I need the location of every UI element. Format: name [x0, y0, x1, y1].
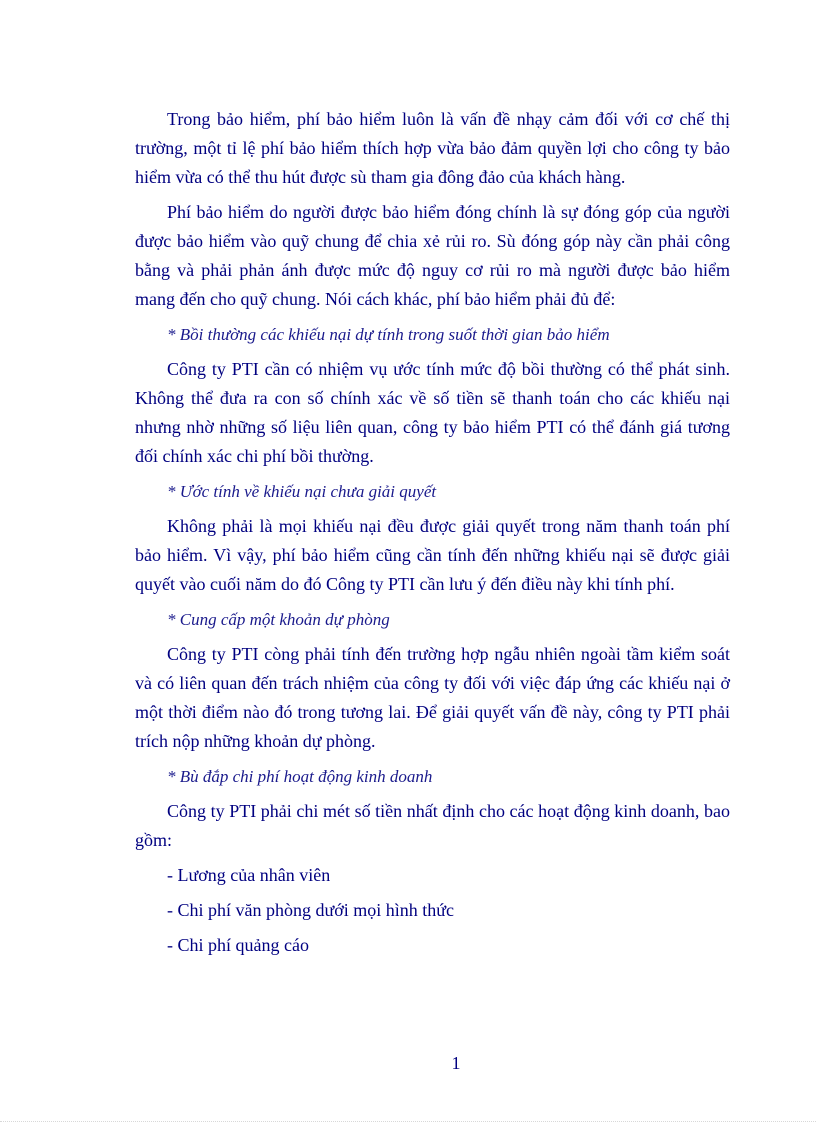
list-item-advertising: - Chi phí quảng cáo [167, 935, 309, 955]
footer-divider [0, 1121, 816, 1122]
document-body [135, 105, 730, 966]
heading-unresolved-claims: * Ước tính về khiếu nại chưa giải quyết [167, 482, 437, 501]
list-item-office-costs: - Chi phí văn phòng dưới mọi hình thức [167, 900, 455, 920]
heading-operating-costs: * Bù đắp chi phí hoạt động kinh doanh [167, 767, 433, 786]
paragraph-unresolved-claims: Không phải là mọi khiếu nại đều được giải quyết trong năm thanh toán phí bảo hiểm. Vì vậy, phí bảo hiểm cũng cần tính đến những khiếu nại sẽ được giải quyết vào cuối năm do đó Công ty PTI cần lưu ý đến điều này khi tính phí. [135, 516, 730, 594]
heading-reserve: * Cung cấp một khoản dự phòng [167, 610, 390, 629]
page-number: 1 [451, 1053, 461, 1073]
heading-claims-compensation: * Bồi thường các khiếu nại dự tính trong suốt thời gian bảo hiểm [167, 325, 610, 344]
paragraph-premium-definition: Phí bảo hiểm do người được bảo hiểm đóng chính là sự đóng góp của người được bảo hiểm vào quỹ chung để chia xẻ rủi ro. Sù đóng góp này cần phải công bằng và phải phản ánh được mức độ nguy cơ rủi ro mà người được bảo hiểm mang đến cho quỹ chung. Nói cách khác, phí bảo hiểm phải đủ để: [135, 202, 730, 309]
paragraph-operating-costs: Công ty PTI phải chi mét số tiền nhất định cho các hoạt động kinh doanh, bao gồm: [135, 801, 730, 850]
paragraph-reserve: Công ty PTI còng phải tính đến trường hợp ngẫu nhiên ngoài tầm kiểm soát và có liên quan đến trách nhiệm của công ty đối với việc đáp ứng các khiếu nại ở một thời điểm nào đó trong tương lai. Để giải quyết vấn đề này, công ty PTI phải trích nộp những khoản dự phòng. [135, 644, 730, 751]
list-item-salary: - Lương của nhân viên [167, 865, 331, 885]
paragraph-intro: Trong bảo hiểm, phí bảo hiểm luôn là vấn đề nhạy cảm đối với cơ chế thị trường, một tỉ lệ phí bảo hiểm thích hợp vừa bảo đảm quyền lợi cho công ty bảo hiểm vừa có thể thu hút được sù tham gia đông đảo của khách hàng. [135, 109, 730, 187]
paragraph-claims-estimation: Công ty PTI cần có nhiệm vụ ước tính mức độ bồi thường có thể phát sinh. Không thể đưa ra con số chính xác về số tiền sẽ thanh toán cho các khiếu nại nhưng nhờ những số liệu liên quan, công ty bảo hiểm PTI có thể đánh giá tương đối chính xác chi phí bồi thường. [135, 359, 730, 466]
